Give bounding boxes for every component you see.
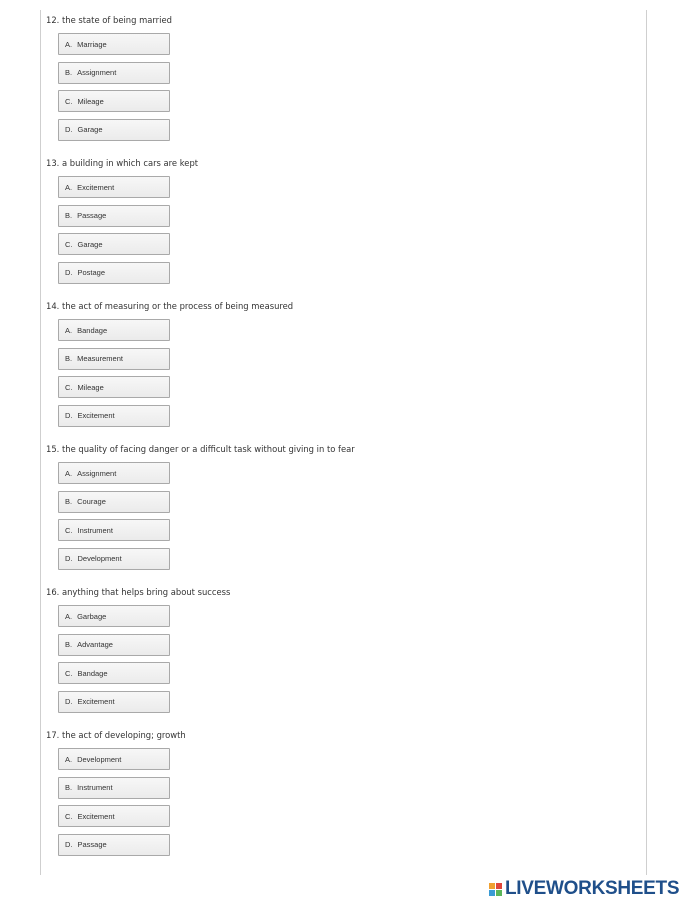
option-text: Instrument [77,525,113,535]
option-text: Garage [77,125,103,134]
answer-option-button[interactable] [58,462,170,484]
option-text: Postage [77,268,106,277]
answer-options [58,176,636,284]
brand-name: LIVEWORKSHEETS [505,878,680,899]
question-block [46,443,636,586]
option-text: Passage [77,211,107,220]
option-letter: A. [65,39,73,49]
option-letter: D. [65,554,73,563]
option-text: Development [77,754,122,764]
liveworksheets-brand [489,878,679,900]
answer-option-button[interactable] [58,348,170,370]
question-prompt: 17. the act of developing; growth [46,730,186,740]
question-prompt: 16. anything that helps bring about success [46,587,231,597]
answer-option-button[interactable] [58,62,170,84]
option-text: Excitement [77,811,115,821]
option-letter: D. [65,125,73,134]
logo-square [496,883,502,889]
option-text: Garbage [77,611,107,621]
answer-options [58,462,636,570]
answer-option-button[interactable] [58,834,170,856]
option-text: Courage [77,497,106,506]
answer-option-button[interactable] [58,405,170,427]
answer-options [58,33,636,141]
answer-option-button[interactable] [58,662,170,684]
option-letter: A. [65,611,73,621]
question-block [46,300,636,443]
liveworksheets-logo-icon [489,883,502,896]
answer-options [58,319,636,427]
option-letter: B. [65,354,73,363]
option-letter: B. [65,640,73,649]
question-list [46,14,636,872]
answer-option-button[interactable] [58,319,170,341]
option-text: Advantage [77,640,113,649]
option-letter: B. [65,68,73,77]
option-letter: B. [65,783,73,792]
option-letter: A. [65,468,73,478]
option-text: Garage [77,239,103,249]
option-text: Development [77,554,122,563]
question-prompt: 13. a building in which cars are kept [46,158,199,168]
option-letter: C. [65,811,73,821]
question-block [46,729,636,872]
answer-options [58,605,636,713]
option-letter: A. [65,325,73,335]
option-letter: A. [65,182,73,192]
option-text: Bandage [77,668,108,678]
logo-square [489,890,495,896]
answer-option-button[interactable] [58,605,170,627]
option-letter: D. [65,411,73,420]
answer-option-button[interactable] [58,777,170,799]
answer-option-button[interactable] [58,748,170,770]
answer-option-button[interactable] [58,519,170,541]
answer-option-button[interactable] [58,119,170,141]
answer-options [58,748,636,856]
answer-option-button[interactable] [58,634,170,656]
answer-option-button[interactable] [58,205,170,227]
option-letter: D. [65,840,73,849]
option-text: Assignment [77,468,117,478]
option-letter: C. [65,525,73,535]
question-block [46,586,636,729]
answer-option-button[interactable] [58,176,170,198]
option-text: Excitement [77,182,115,192]
answer-option-button[interactable] [58,548,170,570]
logo-square [496,890,502,896]
option-letter: C. [65,668,73,678]
option-text: Measurement [77,354,123,363]
option-text: Instrument [77,783,113,792]
option-letter: C. [65,239,73,249]
answer-option-button[interactable] [58,90,170,112]
option-letter: D. [65,697,73,706]
option-letter: A. [65,754,73,764]
option-letter: D. [65,268,73,277]
question-prompt: 12. the state of being married [46,15,172,25]
answer-option-button[interactable] [58,691,170,713]
question-prompt: 14. the act of measuring or the process of being measured [46,301,294,311]
question-prompt: 15. the quality of facing danger or a difficult task without giving in to fear [46,444,355,454]
option-text: Passage [77,840,107,849]
answer-option-button[interactable] [58,491,170,513]
option-text: Excitement [77,697,115,706]
option-text: Mileage [77,382,104,392]
option-letter: C. [65,382,73,392]
answer-option-button[interactable] [58,376,170,398]
option-letter: B. [65,211,73,220]
option-text: Marriage [77,39,107,49]
option-text: Assignment [77,68,117,77]
option-letter: C. [65,96,73,106]
option-text: Mileage [77,96,104,106]
logo-square [489,883,495,889]
question-block [46,157,636,300]
option-letter: B. [65,497,73,506]
answer-option-button[interactable] [58,33,170,55]
answer-option-button[interactable] [58,262,170,284]
answer-option-button[interactable] [58,805,170,827]
option-text: Excitement [77,411,115,420]
answer-option-button[interactable] [58,233,170,255]
question-block [46,14,636,157]
option-text: Bandage [77,325,108,335]
